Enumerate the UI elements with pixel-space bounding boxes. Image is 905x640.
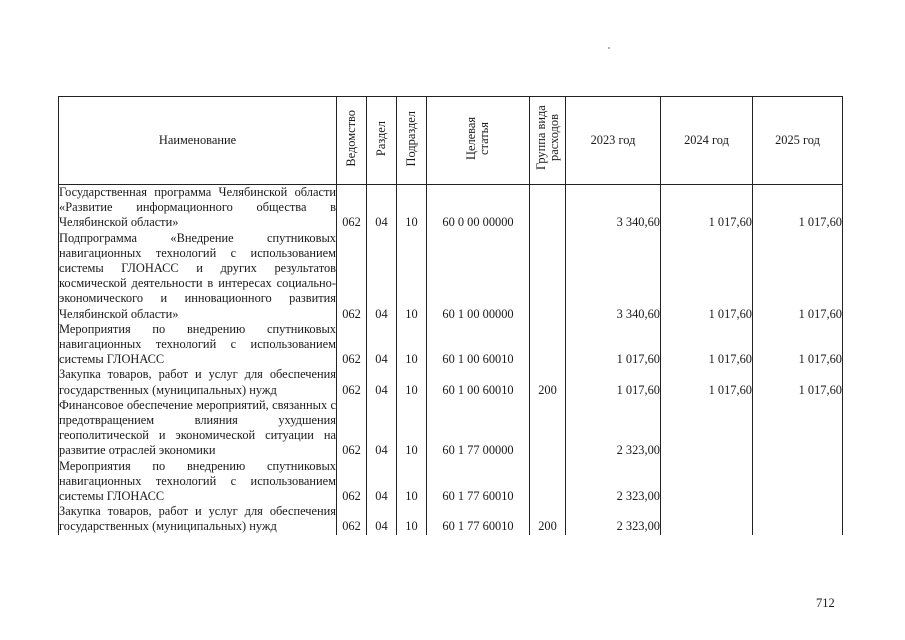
row-target-article: 60 1 00 00000 [427, 231, 530, 322]
header-2023: 2023 год [566, 97, 661, 185]
row-2024-value: 1 017,60 [661, 367, 753, 397]
row-2025-value: 1 017,60 [753, 231, 843, 322]
row-dept: 062 [337, 367, 367, 397]
row-subsection: 10 [397, 322, 427, 368]
row-2025-value [753, 504, 843, 534]
row-subsection: 10 [397, 231, 427, 322]
row-target-article: 60 1 00 60010 [427, 367, 530, 397]
row-2023-value: 3 340,60 [566, 185, 661, 231]
row-section: 04 [367, 398, 397, 459]
row-subsection: 10 [397, 185, 427, 231]
header-2025: 2025 год [753, 97, 843, 185]
row-subsection: 10 [397, 504, 427, 534]
header-name: Наименование [59, 97, 337, 185]
page-number: 712 [816, 596, 835, 610]
row-dept: 062 [337, 459, 367, 505]
header-section: Раздел [367, 97, 397, 185]
table-row [59, 367, 843, 397]
row-section: 04 [367, 504, 397, 534]
row-name: Подпрограмма «Внедрение спутниковых навигационных технологий с использованием системы ГЛОНАСС и других результатов космической деятельности в интересах социально-экономического и инновационного развития Челябинской области» [59, 230, 336, 321]
row-dept: 062 [337, 231, 367, 322]
row-target-article: 60 1 77 00000 [427, 398, 530, 459]
header-subsection: Подраздел [397, 97, 427, 185]
row-target-article: 60 0 00 00000 [427, 185, 530, 231]
table-row [59, 504, 843, 534]
row-expense-group [530, 322, 566, 368]
row-expense-group [530, 459, 566, 505]
row-2025-value: 1 017,60 [753, 367, 843, 397]
row-2024-value: 1 017,60 [661, 231, 753, 322]
row-name: Закупка товаров, работ и услуг для обеспечения государственных (муниципальных) нужд [59, 367, 336, 397]
row-2023-value: 2 323,00 [566, 504, 661, 534]
row-2025-value [753, 398, 843, 459]
table-row [59, 459, 843, 505]
row-dept: 062 [337, 322, 367, 368]
row-2025-value [753, 459, 843, 505]
row-subsection: 10 [397, 367, 427, 397]
row-section: 04 [367, 322, 397, 368]
table-header-row [59, 97, 843, 185]
scan-speck [608, 47, 610, 49]
row-dept: 062 [337, 504, 367, 534]
row-target-article: 60 1 77 60010 [427, 459, 530, 505]
table-row [59, 185, 843, 231]
row-section: 04 [367, 367, 397, 397]
row-section: 04 [367, 185, 397, 231]
budget-table [58, 96, 843, 535]
table-row [59, 398, 843, 459]
header-2024: 2024 год [661, 97, 753, 185]
row-2023-value: 2 323,00 [566, 398, 661, 459]
row-2024-value: 1 017,60 [661, 185, 753, 231]
row-expense-group [530, 185, 566, 231]
row-name: Мероприятия по внедрению спутниковых навигационных технологий с использованием системы ГЛОНАСС [59, 458, 336, 504]
row-2023-value: 1 017,60 [566, 322, 661, 368]
row-2023-value: 2 323,00 [566, 459, 661, 505]
row-2024-value [661, 398, 753, 459]
row-section: 04 [367, 231, 397, 322]
row-dept: 062 [337, 185, 367, 231]
row-subsection: 10 [397, 398, 427, 459]
header-expense-group: Группа вида расходов [530, 97, 566, 185]
row-name: Финансовое обеспечение мероприятий, связанных с предотвращением влияния ухудшения геополитической и экономической ситуации на развитие отраслей экономики [59, 397, 336, 458]
row-expense-group: 200 [530, 504, 566, 534]
row-expense-group [530, 231, 566, 322]
row-name: Закупка товаров, работ и услуг для обеспечения государственных (муниципальных) нужд [59, 504, 336, 534]
row-expense-group [530, 398, 566, 459]
header-target-article: Целевая статья [427, 97, 530, 185]
row-2025-value: 1 017,60 [753, 185, 843, 231]
row-expense-group: 200 [530, 367, 566, 397]
row-target-article: 60 1 77 60010 [427, 504, 530, 534]
row-name: Государственная программа Челябинской области «Развитие информационного общества в Челябинской области» [59, 185, 336, 230]
table-row [59, 322, 843, 368]
row-target-article: 60 1 00 60010 [427, 322, 530, 368]
row-section: 04 [367, 459, 397, 505]
row-name: Мероприятия по внедрению спутниковых навигационных технологий с использованием системы ГЛОНАСС [59, 321, 336, 367]
table-row [59, 231, 843, 322]
row-2024-value [661, 459, 753, 505]
row-2025-value: 1 017,60 [753, 322, 843, 368]
row-dept: 062 [337, 398, 367, 459]
row-2024-value [661, 504, 753, 534]
header-dept: Ведомство [337, 97, 367, 185]
row-2023-value: 1 017,60 [566, 367, 661, 397]
row-2023-value: 3 340,60 [566, 231, 661, 322]
row-2024-value: 1 017,60 [661, 322, 753, 368]
row-subsection: 10 [397, 459, 427, 505]
